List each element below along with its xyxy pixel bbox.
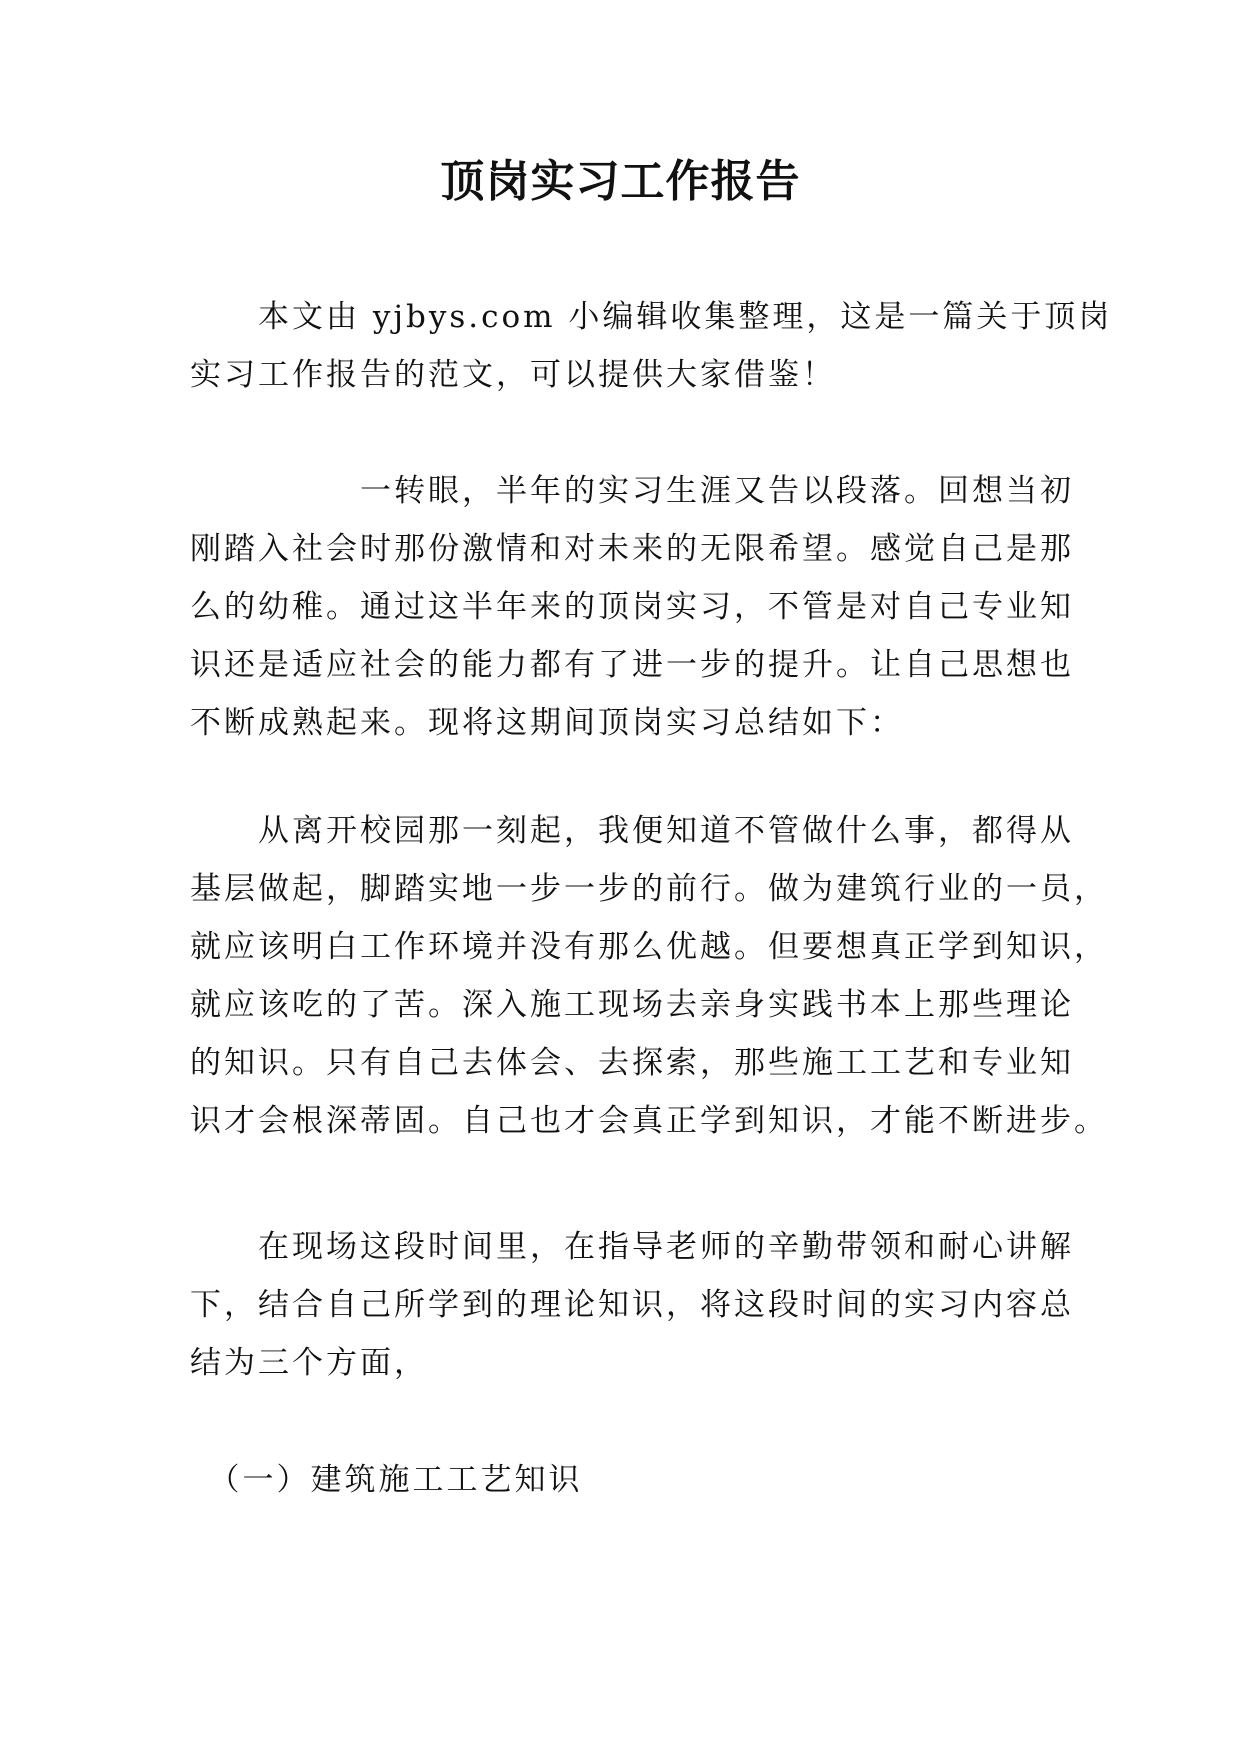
paragraph-line: 基层做起，脚踏实地一步一步的前行。做为建筑行业的一员，	[190, 871, 1108, 907]
paragraph-intro	[190, 288, 1113, 404]
paragraph-groundwork	[190, 802, 1108, 1150]
paragraph-line: 下，结合自己所学到的理论知识，将这段时间的实习内容总	[190, 1287, 1074, 1323]
paragraph-line: 实习工作报告的范文，可以提供大家借鉴！	[190, 357, 836, 393]
paragraph-line: 不断成熟起来。现将这期间顶岗实习总结如下：	[190, 705, 904, 741]
paragraph-line: 的知识。只有自己去体会、去探索，那些施工工艺和专业知	[190, 1045, 1074, 1081]
paragraph-line: 刚踏入社会时那份激情和对未来的无限希望。感觉自己是那	[190, 531, 1074, 567]
paragraph-summary	[190, 1218, 1074, 1392]
paragraph-line: 就应该明白工作环境并没有那么优越。但要想真正学到知识，	[190, 929, 1108, 965]
paragraph-line: 识才会根深蒂固。自己也才会真正学到知识，才能不断进步。	[190, 1103, 1108, 1139]
paragraph-line: 就应该吃的了苦。深入施工现场去亲身实践书本上那些理论	[190, 987, 1074, 1023]
paragraph-line: 么的幼稚。通过这半年来的顶岗实习，不管是对自己专业知	[190, 589, 1074, 625]
paragraph-line: 识还是适应社会的能力都有了进一步的提升。让自己思想也	[190, 647, 1074, 683]
document-title: 顶岗实习工作报告	[440, 156, 801, 207]
section-heading-text: （一）建筑施工工艺知识	[190, 1462, 583, 1498]
paragraph-line: 结为三个方面，	[190, 1345, 428, 1381]
paragraph-reflection	[190, 462, 1074, 752]
paragraph-line: 本文由 yjbys.com 小编辑收集整理，这是一篇关于顶岗	[190, 299, 1113, 335]
paragraph-line: 从离开校园那一刻起，我便知道不管做什么事，都得从	[190, 813, 1074, 849]
paragraph-line: 在现场这段时间里，在指导老师的辛勤带领和耐心讲解	[190, 1229, 1074, 1265]
paragraph-line: 一转眼，半年的实习生涯又告以段落。回想当初	[190, 473, 1074, 509]
section-heading	[190, 1451, 1052, 1509]
